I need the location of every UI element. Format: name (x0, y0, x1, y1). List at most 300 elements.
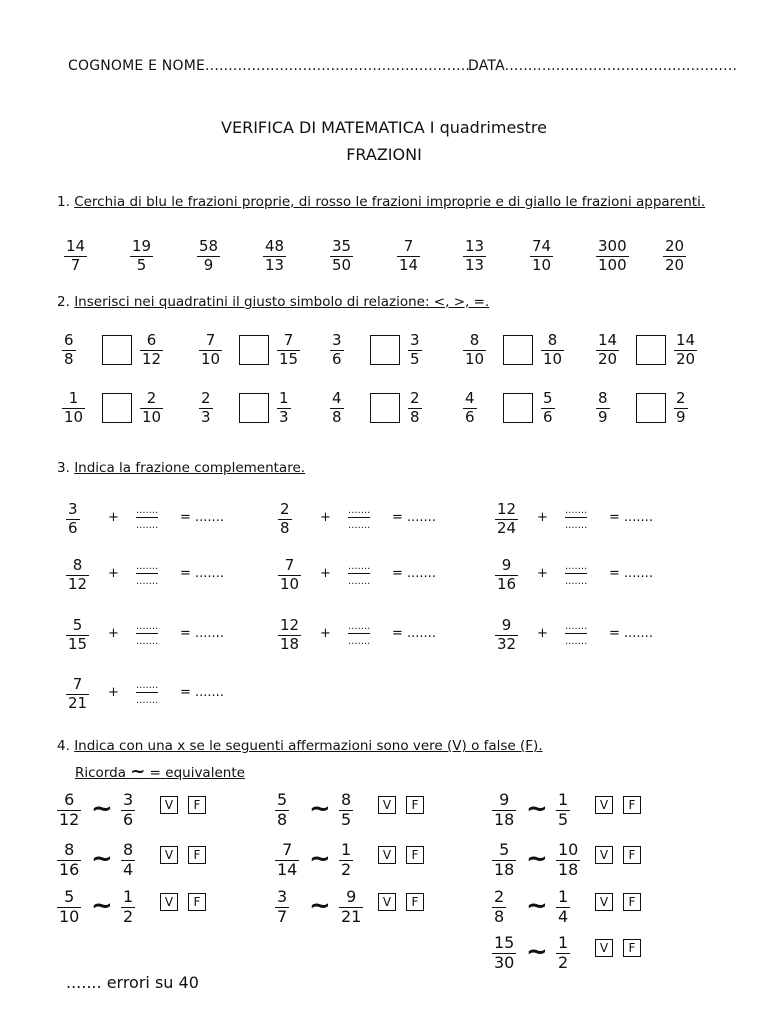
numerator: 9 (501, 556, 512, 574)
statement-right-fraction (339, 889, 363, 925)
true-checkbox[interactable]: V (160, 846, 178, 864)
comparison-right-fraction (541, 333, 564, 367)
statement-left-fraction (275, 792, 289, 828)
denominator: 8 (332, 408, 342, 426)
numerator: 2 (676, 389, 686, 407)
answer-box[interactable] (636, 335, 666, 365)
numerator: 1 (68, 389, 79, 407)
fraction-item (130, 239, 153, 273)
false-checkbox[interactable]: F (623, 939, 641, 957)
blank-numerator: ....... (565, 621, 588, 632)
denominator: 7 (70, 256, 81, 274)
question-1-number: 1. (57, 194, 70, 210)
blank-denominator: ....... (136, 576, 159, 587)
numerator: 8 (123, 840, 134, 859)
true-checkbox[interactable]: V (595, 796, 613, 814)
statement-right-fraction (121, 792, 135, 828)
denominator: 12 (59, 810, 80, 829)
question-4-text: Indica con una x se le seguenti affermazioni sono vere (V) o false (F). (74, 738, 543, 754)
fraction-bar (136, 573, 158, 574)
answer-box[interactable] (102, 335, 132, 365)
answer-box[interactable] (370, 393, 400, 423)
numerator: 19 (132, 237, 152, 255)
blank-numerator: ....... (565, 561, 588, 572)
comparison-left-fraction (463, 391, 477, 425)
denominator: 5 (558, 810, 569, 829)
blank-denominator: ....... (565, 520, 588, 531)
denominator: 2 (558, 953, 569, 972)
false-checkbox[interactable]: F (406, 796, 424, 814)
answer-box[interactable] (503, 335, 533, 365)
fraction-item (530, 239, 553, 273)
true-checkbox[interactable]: V (160, 796, 178, 814)
denominator: 3 (279, 408, 289, 426)
numerator: 3 (410, 331, 420, 349)
denominator: 21 (341, 907, 362, 926)
numerator: 74 (532, 237, 552, 255)
fraction-bar (348, 633, 370, 634)
plus-sign: + (537, 510, 548, 525)
answer-box[interactable] (370, 335, 400, 365)
numerator: 9 (501, 616, 512, 634)
given-fraction (495, 618, 518, 652)
numerator: 6 (64, 331, 74, 349)
fraction-bar (136, 633, 158, 634)
complement-blank[interactable] (348, 622, 370, 647)
true-checkbox[interactable]: V (595, 939, 613, 957)
comparison-right-fraction (674, 391, 688, 425)
blank-numerator: ....... (348, 561, 371, 572)
complement-blank[interactable] (348, 562, 370, 587)
denominator: 18 (280, 635, 300, 653)
numerator: 2 (410, 389, 420, 407)
denominator: 6 (123, 810, 134, 829)
comparison-right-fraction (408, 333, 422, 367)
numerator: 8 (547, 331, 558, 349)
question-4-number: 4. (57, 738, 70, 754)
denominator: 6 (543, 408, 553, 426)
numerator: 13 (465, 237, 485, 255)
numerator: 6 (64, 790, 75, 809)
denominator: 9 (203, 256, 214, 274)
numerator: 35 (332, 237, 352, 255)
tilde-icon: ~ (526, 794, 548, 824)
true-checkbox[interactable]: V (595, 893, 613, 911)
statement-left-fraction (492, 889, 506, 925)
denominator: 18 (558, 860, 579, 879)
true-checkbox[interactable]: V (378, 893, 396, 911)
false-checkbox[interactable]: F (188, 893, 206, 911)
blank-denominator: ....... (136, 695, 159, 706)
blank-numerator: ....... (136, 621, 159, 632)
statement-right-fraction (556, 889, 570, 925)
fraction-item (596, 239, 629, 273)
blank-numerator: ....... (136, 561, 159, 572)
comparison-right-fraction (277, 391, 291, 425)
result-blank[interactable]: = ....... (180, 566, 224, 581)
denominator: 20 (665, 256, 685, 274)
comparison-left-fraction (596, 391, 610, 425)
numerator: 8 (469, 331, 480, 349)
fraction-item (197, 239, 220, 273)
complement-blank[interactable] (136, 622, 158, 647)
denominator: 10 (142, 408, 162, 426)
numerator: 1 (558, 933, 569, 952)
false-checkbox[interactable]: F (406, 846, 424, 864)
denominator: 16 (497, 575, 517, 593)
numerator: 8 (598, 389, 608, 407)
statement-left-fraction (57, 889, 81, 925)
denominator: 10 (280, 575, 300, 593)
comparison-right-fraction (408, 391, 422, 425)
numerator: 5 (499, 840, 510, 859)
fraction-item (663, 239, 686, 273)
comparison-left-fraction (199, 333, 222, 367)
numerator: 8 (72, 556, 83, 574)
denominator: 2 (341, 860, 352, 879)
error-count: ....... errori su 40 (66, 973, 199, 992)
comparison-left-fraction (463, 333, 486, 367)
answer-box[interactable] (239, 335, 269, 365)
numerator: 2 (201, 389, 211, 407)
result-blank[interactable]: = ....... (609, 566, 653, 581)
complement-blank[interactable] (136, 562, 158, 587)
denominator: 100 (598, 256, 627, 274)
answer-box[interactable] (503, 393, 533, 423)
blank-numerator: ....... (136, 680, 159, 691)
false-checkbox[interactable]: F (623, 796, 641, 814)
statement-right-fraction (556, 792, 570, 828)
question-2-number: 2. (57, 294, 70, 310)
statement-right-fraction (556, 935, 570, 971)
numerator: 3 (332, 331, 342, 349)
statement-left-fraction (57, 792, 81, 828)
numerator: 15 (494, 933, 515, 952)
numerator: 3 (68, 500, 78, 518)
numerator: 48 (265, 237, 285, 255)
numerator: 8 (64, 840, 75, 859)
numerator: 9 (499, 790, 510, 809)
denominator: 4 (123, 860, 134, 879)
denominator: 32 (497, 635, 517, 653)
false-checkbox[interactable]: F (188, 796, 206, 814)
denominator: 8 (277, 810, 288, 829)
statement-left-fraction (275, 889, 289, 925)
fraction-bar (136, 692, 158, 693)
comparison-left-fraction (330, 391, 344, 425)
result-blank[interactable]: = ....... (392, 510, 436, 525)
blank-numerator: ....... (565, 505, 588, 516)
reminder-suffix: = equivalente (149, 765, 245, 781)
numerator: 7 (205, 331, 216, 349)
denominator: 14 (277, 860, 298, 879)
question-4 (57, 738, 543, 754)
fraction-bar (348, 573, 370, 574)
complement-blank[interactable] (136, 681, 158, 706)
comparison-left-fraction (199, 391, 213, 425)
page-title: VERIFICA DI MATEMATICA I quadrimestre (221, 118, 547, 137)
plus-sign: + (108, 685, 119, 700)
blank-denominator: ....... (348, 636, 371, 647)
denominator: 10 (543, 350, 563, 368)
numerator: 6 (146, 331, 157, 349)
result-blank[interactable]: = ....... (609, 626, 653, 641)
numerator: 5 (277, 790, 288, 809)
given-fraction (278, 558, 301, 592)
blank-numerator: ....... (348, 505, 371, 516)
given-fraction (66, 677, 89, 711)
result-blank[interactable]: = ....... (180, 626, 224, 641)
denominator: 4 (558, 907, 569, 926)
numerator: 7 (283, 331, 294, 349)
denominator: 20 (598, 350, 618, 368)
comparison-right-fraction (674, 333, 697, 367)
plus-sign: + (108, 566, 119, 581)
fraction-bar (136, 517, 158, 518)
denominator: 13 (265, 256, 285, 274)
numerator: 7 (403, 237, 414, 255)
comparison-left-fraction (330, 333, 344, 367)
complement-blank[interactable] (348, 506, 370, 531)
given-fraction (278, 618, 301, 652)
result-blank[interactable]: = ....... (180, 685, 224, 700)
numerator: 9 (346, 887, 357, 906)
false-checkbox[interactable]: F (623, 893, 641, 911)
question-1 (57, 194, 705, 210)
plus-sign: + (537, 566, 548, 581)
given-fraction (495, 502, 518, 536)
question-3 (57, 460, 305, 476)
fraction-bar (348, 517, 370, 518)
numerator: 2 (146, 389, 157, 407)
result-blank[interactable]: = ....... (609, 510, 653, 525)
given-fraction (495, 558, 518, 592)
denominator: 10 (201, 350, 221, 368)
numerator: 7 (72, 675, 83, 693)
numerator: 10 (558, 840, 579, 859)
numerator: 14 (676, 331, 696, 349)
plus-sign: + (108, 626, 119, 641)
numerator: 3 (277, 887, 288, 906)
denominator: 8 (494, 907, 505, 926)
statement-right-fraction (556, 842, 580, 878)
plus-sign: + (108, 510, 119, 525)
comparison-right-fraction (140, 333, 163, 367)
tilde-icon: ~ (91, 844, 113, 874)
numerator: 300 (598, 237, 627, 255)
numerator: 2 (494, 887, 505, 906)
denominator: 12 (142, 350, 162, 368)
tilde-icon: ~ (526, 844, 548, 874)
numerator: 7 (284, 556, 295, 574)
given-fraction (278, 502, 292, 536)
true-checkbox[interactable]: V (378, 846, 396, 864)
tilde-icon: ~ (91, 891, 113, 921)
denominator: 5 (410, 350, 420, 368)
denominator: 50 (332, 256, 352, 274)
blank-denominator: ....... (348, 520, 371, 531)
numerator: 5 (543, 389, 553, 407)
denominator: 10 (532, 256, 552, 274)
statement-right-fraction (339, 792, 353, 828)
denominator: 16 (59, 860, 80, 879)
date-field-label: DATA.................................................. (468, 58, 738, 74)
false-checkbox[interactable]: F (406, 893, 424, 911)
tilde-icon: ~ (309, 794, 331, 824)
comparison-left-fraction (596, 333, 619, 367)
given-fraction (66, 558, 89, 592)
denominator: 7 (277, 907, 288, 926)
denominator: 10 (64, 408, 84, 426)
reminder-prefix: Ricorda (75, 765, 126, 781)
result-blank[interactable]: = ....... (392, 566, 436, 581)
denominator: 6 (332, 350, 342, 368)
question-2 (57, 294, 489, 310)
numerator: 20 (665, 237, 685, 255)
answer-box[interactable] (636, 393, 666, 423)
comparison-right-fraction (277, 333, 300, 367)
numerator: 14 (598, 331, 618, 349)
numerator: 1 (558, 790, 569, 809)
denominator: 30 (494, 953, 515, 972)
denominator: 5 (136, 256, 147, 274)
comparison-right-fraction (541, 391, 555, 425)
denominator: 9 (598, 408, 608, 426)
denominator: 15 (68, 635, 88, 653)
answer-box[interactable] (102, 393, 132, 423)
result-blank[interactable]: = ....... (180, 510, 224, 525)
tilde-icon: ~ (309, 844, 331, 874)
fraction-item (463, 239, 486, 273)
false-checkbox[interactable]: F (188, 846, 206, 864)
numerator: 4 (332, 389, 342, 407)
blank-denominator: ....... (348, 576, 371, 587)
numerator: 1 (558, 887, 569, 906)
fraction-item (64, 239, 87, 273)
complement-blank[interactable] (565, 622, 587, 647)
denominator: 18 (494, 860, 515, 879)
denominator: 18 (494, 810, 515, 829)
plus-sign: + (320, 626, 331, 641)
question-3-number: 3. (57, 460, 70, 476)
question-1-text: Cerchia di blu le frazioni proprie, di rosso le frazioni improprie e di giallo le frazioni apparenti. (74, 194, 706, 210)
numerator: 4 (465, 389, 475, 407)
denominator: 14 (399, 256, 419, 274)
tilde-icon: ~ (526, 937, 548, 967)
question-3-text: Indica la frazione complementare. (74, 460, 306, 476)
denominator: 10 (59, 907, 80, 926)
numerator: 1 (279, 389, 289, 407)
denominator: 8 (410, 408, 420, 426)
statement-left-fraction (492, 935, 516, 971)
name-field-label: COGNOME E NOME......................................................... (68, 58, 471, 74)
numerator: 3 (123, 790, 134, 809)
complement-blank[interactable] (565, 562, 587, 587)
complement-blank[interactable] (136, 506, 158, 531)
denominator: 13 (465, 256, 485, 274)
page-subtitle: FRAZIONI (346, 145, 422, 164)
tilde-icon: ~ (309, 891, 331, 921)
comparison-left-fraction (62, 333, 76, 367)
blank-denominator: ....... (565, 636, 588, 647)
numerator: 58 (199, 237, 219, 255)
plus-sign: + (320, 510, 331, 525)
tilde-icon: ~ (130, 761, 146, 782)
given-fraction (66, 618, 89, 652)
denominator: 24 (497, 519, 517, 537)
statement-left-fraction (57, 842, 81, 878)
comparison-right-fraction (140, 391, 163, 425)
complement-blank[interactable] (565, 506, 587, 531)
tilde-icon: ~ (526, 891, 548, 921)
equivalence-reminder (75, 761, 245, 782)
fraction-item (397, 239, 420, 273)
statement-right-fraction (121, 842, 135, 878)
denominator: 5 (341, 810, 352, 829)
fraction-bar (565, 517, 587, 518)
blank-denominator: ....... (565, 576, 588, 587)
denominator: 8 (64, 350, 74, 368)
statement-right-fraction (121, 889, 135, 925)
numerator: 8 (341, 790, 352, 809)
plus-sign: + (537, 626, 548, 641)
denominator: 21 (68, 694, 88, 712)
blank-denominator: ....... (136, 636, 159, 647)
denominator: 6 (465, 408, 475, 426)
true-checkbox[interactable]: V (595, 846, 613, 864)
numerator: 12 (497, 500, 517, 518)
numerator: 7 (282, 840, 293, 859)
statement-left-fraction (492, 842, 516, 878)
fraction-bar (565, 573, 587, 574)
false-checkbox[interactable]: F (623, 846, 641, 864)
denominator: 15 (279, 350, 299, 368)
fraction-item (330, 239, 353, 273)
denominator: 6 (68, 519, 78, 537)
answer-box[interactable] (239, 393, 269, 423)
question-2-text: Inserisci nei quadratini il giusto simbolo di relazione: <, >, =. (74, 294, 490, 310)
fraction-bar (565, 633, 587, 634)
given-fraction (66, 502, 80, 536)
denominator: 8 (280, 519, 290, 537)
true-checkbox[interactable]: V (160, 893, 178, 911)
denominator: 3 (201, 408, 211, 426)
numerator: 2 (280, 500, 290, 518)
denominator: 9 (676, 408, 686, 426)
denominator: 10 (465, 350, 485, 368)
fraction-item (263, 239, 286, 273)
statement-left-fraction (492, 792, 516, 828)
denominator: 20 (676, 350, 696, 368)
numerator: 1 (123, 887, 134, 906)
blank-denominator: ....... (136, 520, 159, 531)
blank-numerator: ....... (348, 621, 371, 632)
numerator: 12 (280, 616, 300, 634)
true-checkbox[interactable]: V (378, 796, 396, 814)
numerator: 1 (341, 840, 352, 859)
denominator: 12 (68, 575, 88, 593)
numerator: 5 (64, 887, 75, 906)
statement-right-fraction (339, 842, 353, 878)
comparison-left-fraction (62, 391, 85, 425)
tilde-icon: ~ (91, 794, 113, 824)
denominator: 2 (123, 907, 134, 926)
blank-numerator: ....... (136, 505, 159, 516)
numerator: 14 (66, 237, 86, 255)
numerator: 5 (72, 616, 83, 634)
statement-left-fraction (275, 842, 299, 878)
result-blank[interactable]: = ....... (392, 626, 436, 641)
